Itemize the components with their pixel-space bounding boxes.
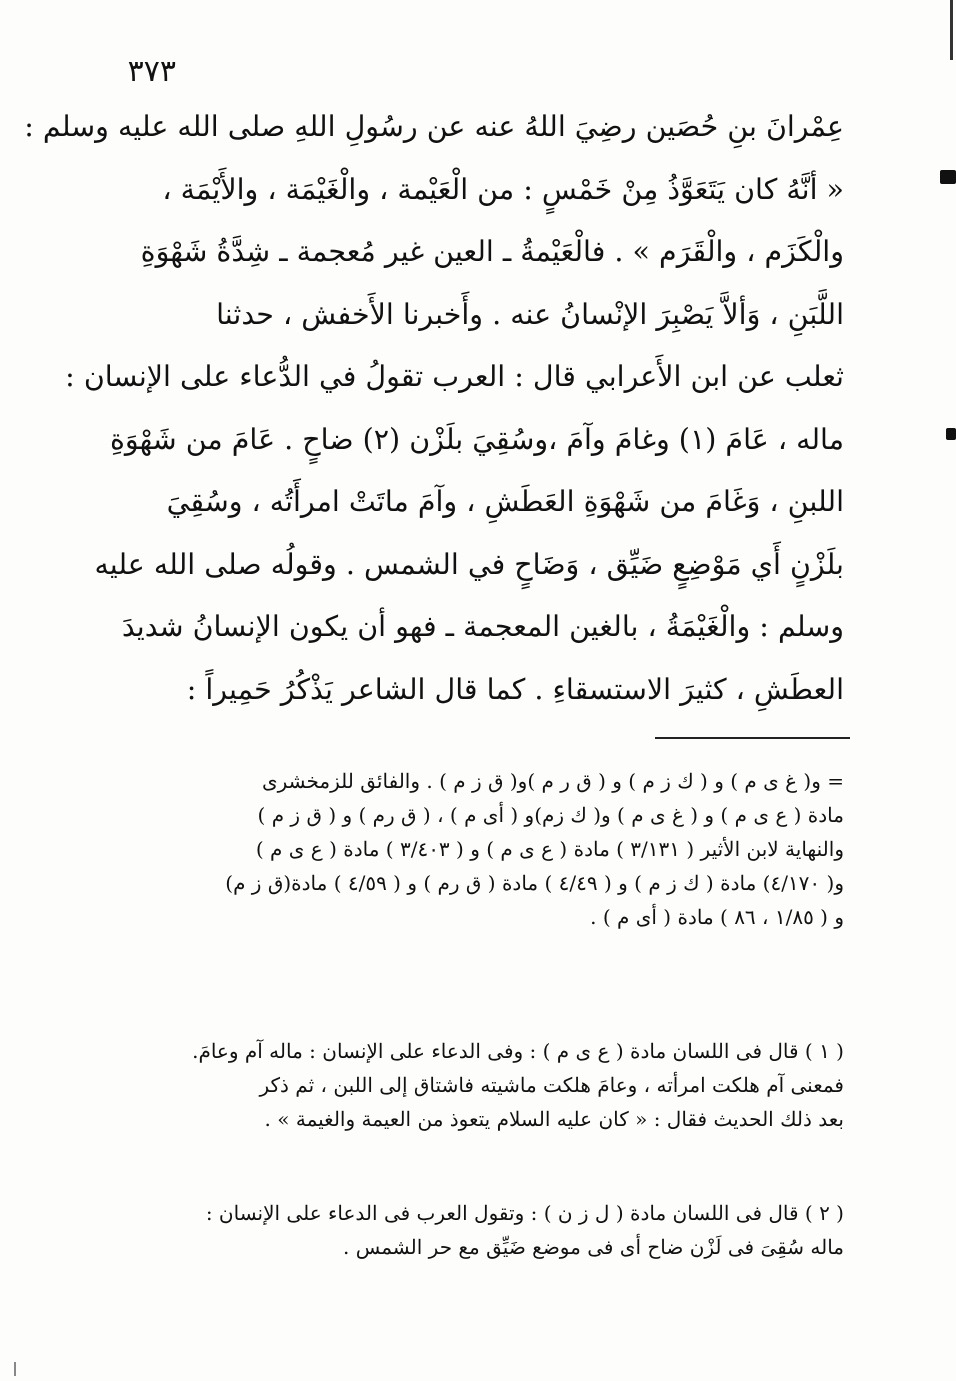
page-edge-line — [950, 0, 953, 60]
margin-ink-mark — [946, 428, 956, 440]
main-text — [24, 96, 844, 721]
footnote-line: ماله سُقِىَ فى لَزْن ضاح أى فى موضع ضَيِّق مع حر الشمس . — [343, 1235, 844, 1259]
page-edge-tick — [14, 1362, 16, 1376]
main-text-line: ثعلب عن ابن الأَعرابي قال : العرب تقولُ في الدُّعاء على الإنسان : — [65, 360, 844, 393]
footnote-line: ( ١ ) قال فى اللسان مادة ( ع ى م ) : وفى الدعاء على الإنسان : ماله آم وعامَ. — [192, 1039, 844, 1063]
main-text-line: العطَشِ ، كثيرَ الاستسقاءِ . كما قال الشاعر يَذْكُرُ حَمِيراً : — [186, 672, 844, 706]
main-text-line: اللبنِ ، وَغَامَ من شَهْوَةِ العَطَشِ ، وآمَ ماتَتْ امرأَتُه ، وسُقِيَ — [166, 485, 844, 518]
main-text-line: « أنَّهُ كان يَتَعَوَّذُ مِنْ خَمْسٍ : من الْعَيْمة ، والْغَيْمَة ، والأَيْمَة ، — [162, 172, 844, 206]
main-text-line: والْكَزَم ، والْقَرَم » . فالْعَيْمةُ ـ العين غير مُعجمة ـ شِدَّةُ شَهْوَةِ — [140, 235, 844, 268]
footnote-1 — [109, 1034, 844, 1136]
main-text-line: اللَّبَنِ ، وَألاَّ يَصْبِرَ الإنْسانُ عنه . وأَخبرنا الأَخفش ، حدثنا — [216, 297, 844, 331]
footnote-line: بعد ذلك الحديث فقال : « كان عليه السلام يتعوذ من العيمة والغيمة » . — [264, 1107, 844, 1131]
footnote-line: و ( ١/٨٥ ، ٨٦ ) مادة ( أى م ) . — [590, 905, 844, 929]
page-number: ٣٧٣ — [127, 54, 176, 89]
footnote-line: و( ٤/١٧٠) مادة ( ك ز م ) و ( ٤/٤٩ ) مادة ( ق رم ) و ( ٤/٥٩ ) مادة(ق ز م) — [225, 871, 844, 895]
footnote-separator — [655, 737, 850, 739]
footnote-line: فمعنى آم هلكت امرأته ، وعامَ هلكت ماشيته فاشتاق إلى اللبن ، ثم ذكر — [259, 1073, 844, 1097]
footnote-line: = و( غ ى م ) و ( ك ز م ) و ( ق ر م )و( ق ز م ) . والفائق للزمخشرى — [261, 769, 844, 793]
footnote-line: ( ٢ ) قال فى اللسان مادة ( ل ز ن ) : وتقول العرب فى الدعاء على الإنسان : — [205, 1201, 844, 1225]
main-text-line: بلَزْنٍ أَي مَوْضِعٍ ضَيِّق ، وَضَاحٍ في الشمس . وقولُه صلى الله عليه — [94, 547, 844, 581]
footnote-line: والنهاية لابن الأثير ( ٣/١٣١ ) مادة ( ع ى م ) و ( ٣/٤٠٣ ) مادة ( ع ى م ) — [255, 837, 844, 861]
footnote-line: مادة ( ع ى م ) و ( غ ى م ) و( ك زم)و ( أى م ) ، ( ق رم ) و ( ق ز م ) — [257, 803, 844, 827]
footnote-2 — [109, 1196, 844, 1264]
footnote-continuation — [109, 764, 844, 934]
main-text-line: ماله ، عَامَ (١) وغامَ وآمَ ،وسُقِيَ بلَزْن (٢) ضاحٍ . عَامَ من شَهْوَةِ — [109, 422, 844, 456]
main-text-line: عِمْرانَ بنِ حُصَين رضِيَ اللهُ عنه عن رسُولِ اللهِ صلى الله عليه وسلم : — [24, 110, 844, 143]
main-text-line: وسلم : والْغَيْمَةُ ، بالغين المعجمة ـ فهو أن يكون الإنسانُ شديدَ — [121, 610, 844, 643]
margin-ink-mark — [940, 170, 956, 184]
